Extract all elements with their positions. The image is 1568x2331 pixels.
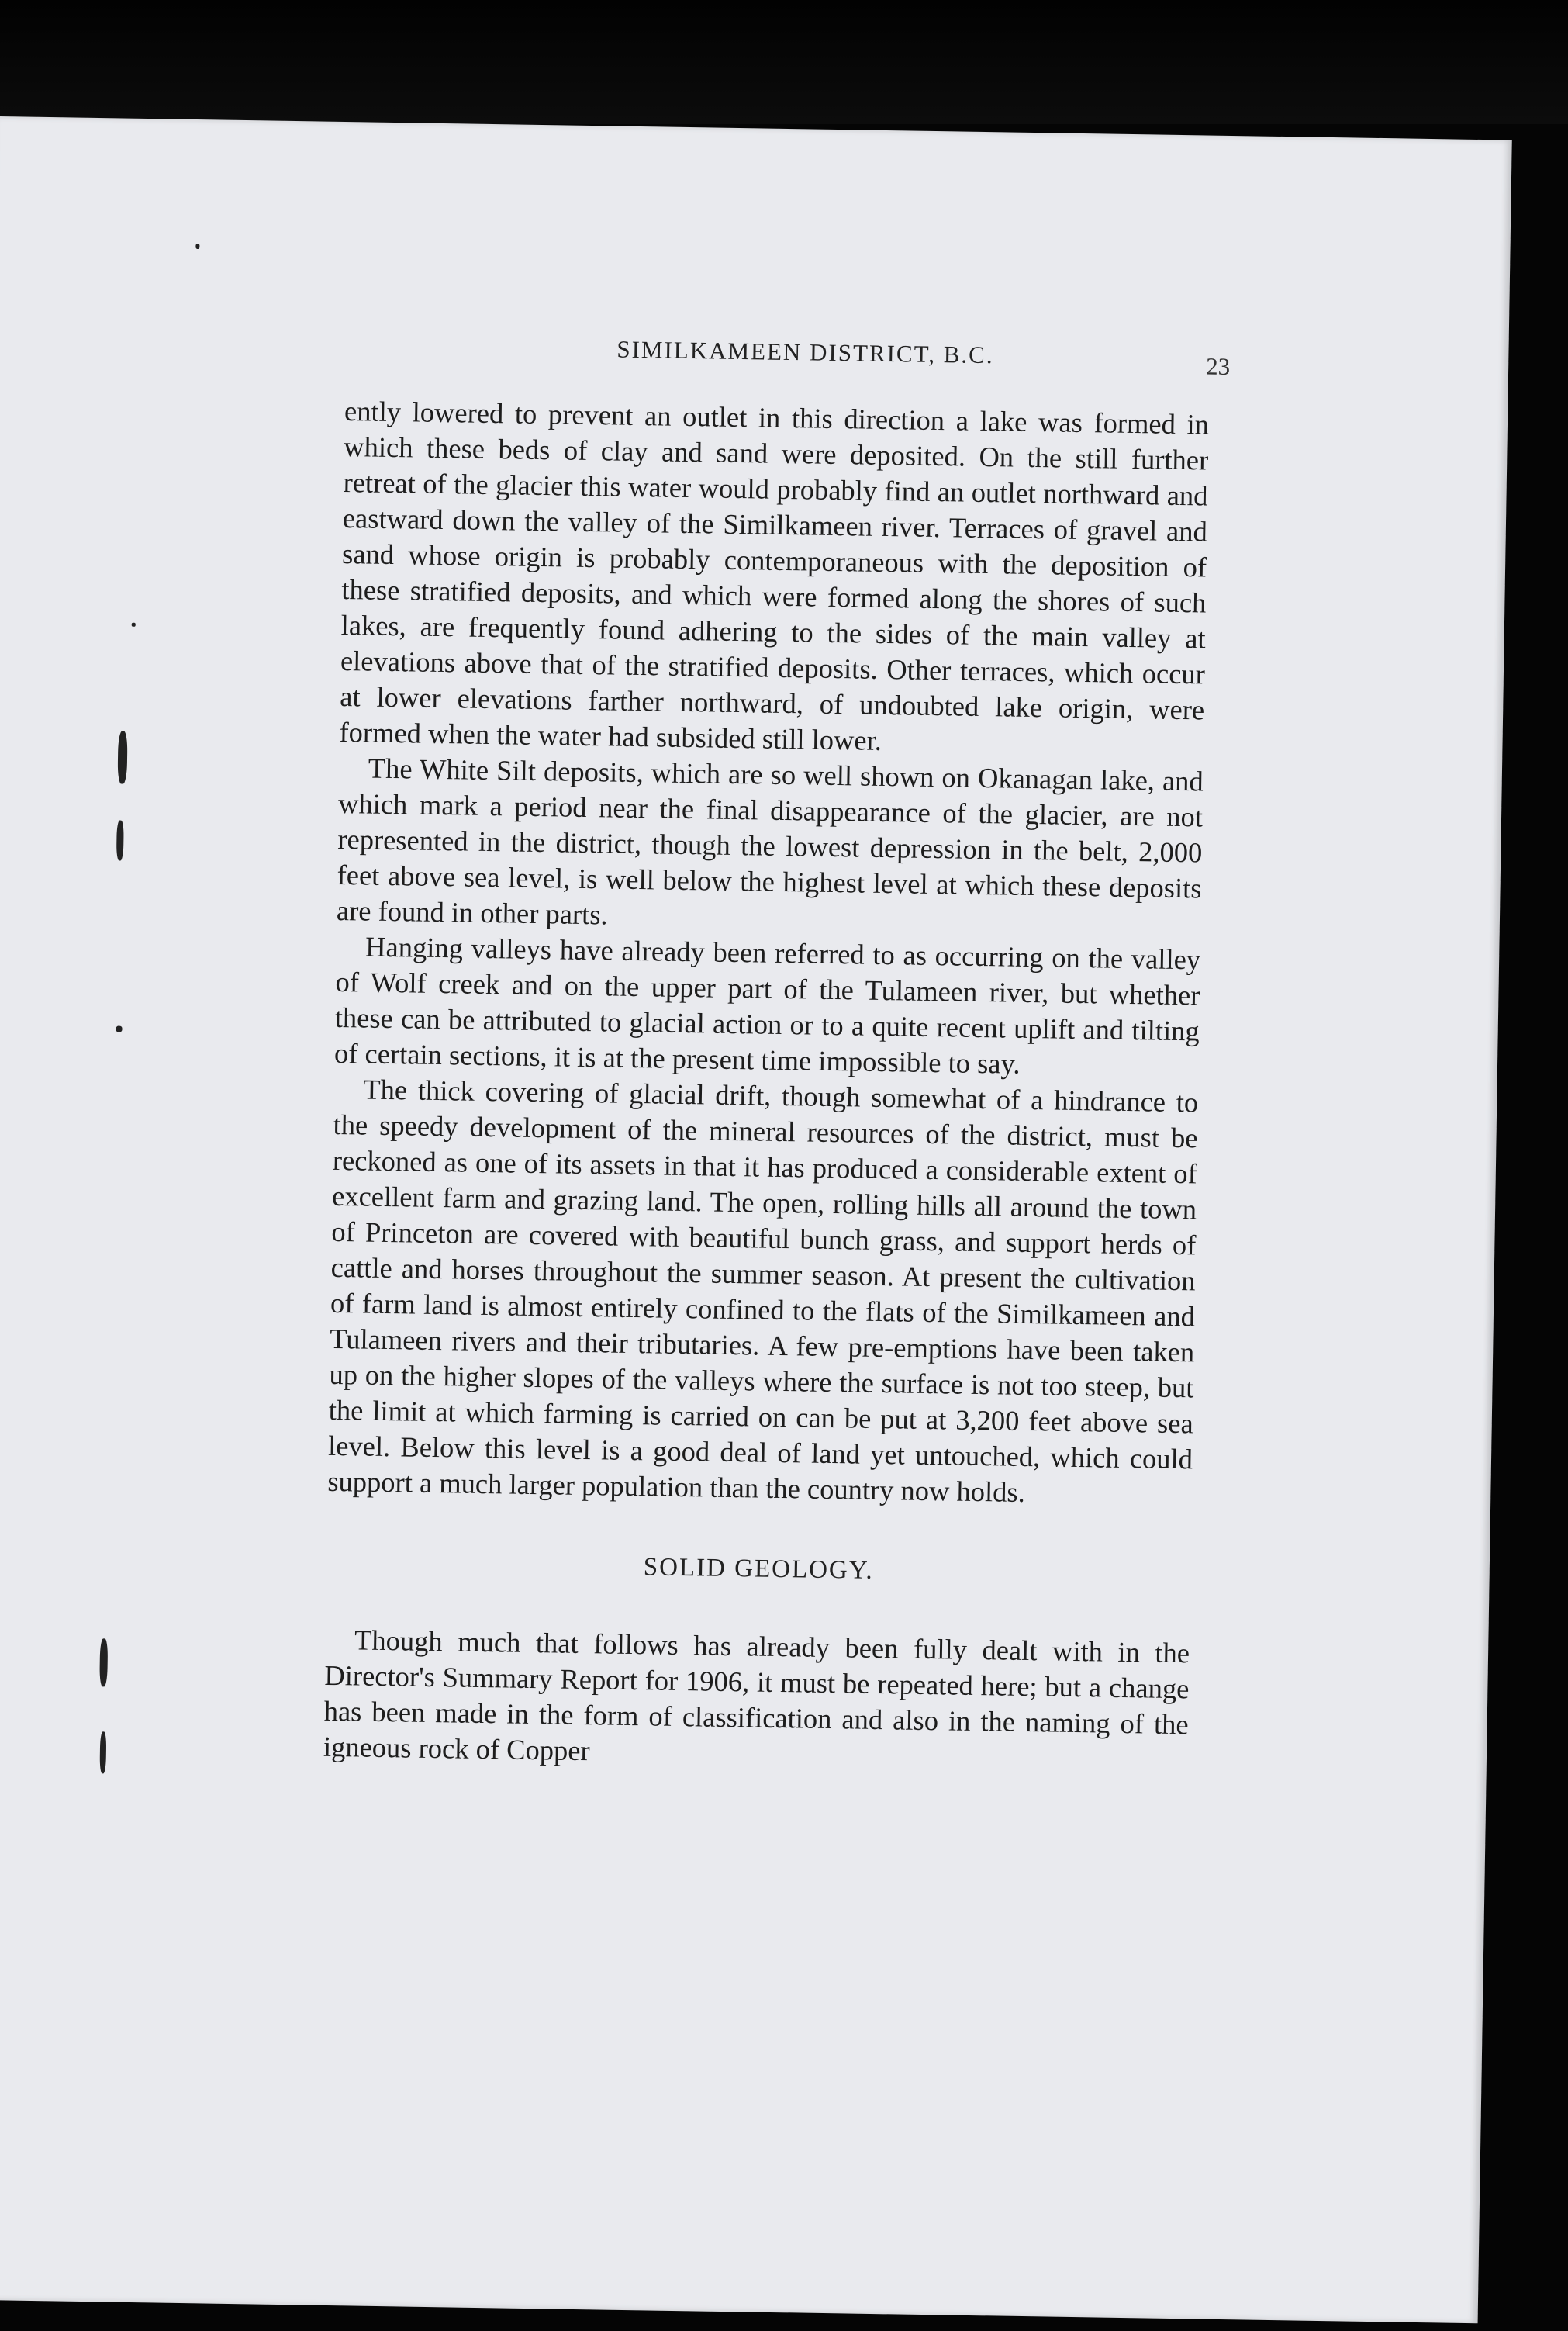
paragraph: ently lowered to prevent an outlet in this direction a lake was formed in which these beds of clay and sand were deposited. On the still further retreat of the glacier this water would probably find an outlet northward and eastward down the valley of the Similkameen river. Terraces of gravel and sand whose origin is probably contemporaneous with the deposition of these stratified deposits, and which were formed along the shores of such lakes, are frequently found adhering to the sides of the main valley at elevations above that of the stratified deposits. Other terraces, which occur at lower elevations farther northward, of undoubted lake origin, were formed when the water had subsided still lower. — [339, 395, 1210, 756]
scan-speck — [132, 623, 136, 627]
paragraph: The White Silt deposits, which are so well shown on Okanagan lake, and which mark a period near the final disappearance of the glacier, are not represented in the district, though the lowest depression in the belt, 2,000 feet above sea level, is well below the highest level at which these deposits are found in other parts. — [336, 752, 1204, 931]
scan-speck — [99, 1731, 106, 1773]
scan-border-top — [0, 0, 1568, 124]
page-body — [323, 393, 1210, 1778]
paragraph: The thick covering of glacial drift, though somewhat of a hindrance to the speedy development of the mineral resources of the district, must be reckoned as one of its assets in that it has produced a considerable extent of excellent farm and grazing land. The open, rolling hills all around the town of Princeton are covered with beautiful bunch grass, and support herds of cattle and horses throughout the summer season. At present the cultivation of farm land is almost entirely confined to the flats of the Similkameen and Tulameen rivers and their tributaries. A few pre-emptions have been taken up on the higher slopes of the valleys where the surface is not too steep, but the limit at which farming is carried on can be put at 3,200 feet above sea level. Below this level is a good deal of land yet untouched, which could support a much larger population than the country now holds. — [327, 1073, 1199, 1508]
running-title: SIMILKAMEEN DISTRICT, B.C. — [616, 335, 994, 369]
scan-speck — [116, 820, 124, 860]
scan-speck — [99, 1638, 108, 1686]
scan-speck — [195, 244, 199, 249]
paragraph: Hanging valleys have already been referred to as occurring on the valley of Wolf creek and on the upper part of the Tulameen river, but whether these can be attributed to glacial action or to a quite recent uplift and tilting of certain sections, it is at the present time impossible to say. — [333, 930, 1201, 1080]
page-number: 23 — [1205, 352, 1231, 380]
book-page — [0, 116, 1512, 2323]
section-heading: SOLID GEOLOGY. — [643, 1553, 874, 1585]
paragraph: Though much that follows has already been fully dealt with in the Director's Summary Report for 1906, it must be repeated here; but a change has been made in the form of classification and also in the naming of the igneous rock of Copper — [323, 1624, 1190, 1767]
running-header — [0, 326, 1509, 396]
scan-speck — [118, 731, 128, 783]
scan-speck — [116, 1025, 122, 1032]
